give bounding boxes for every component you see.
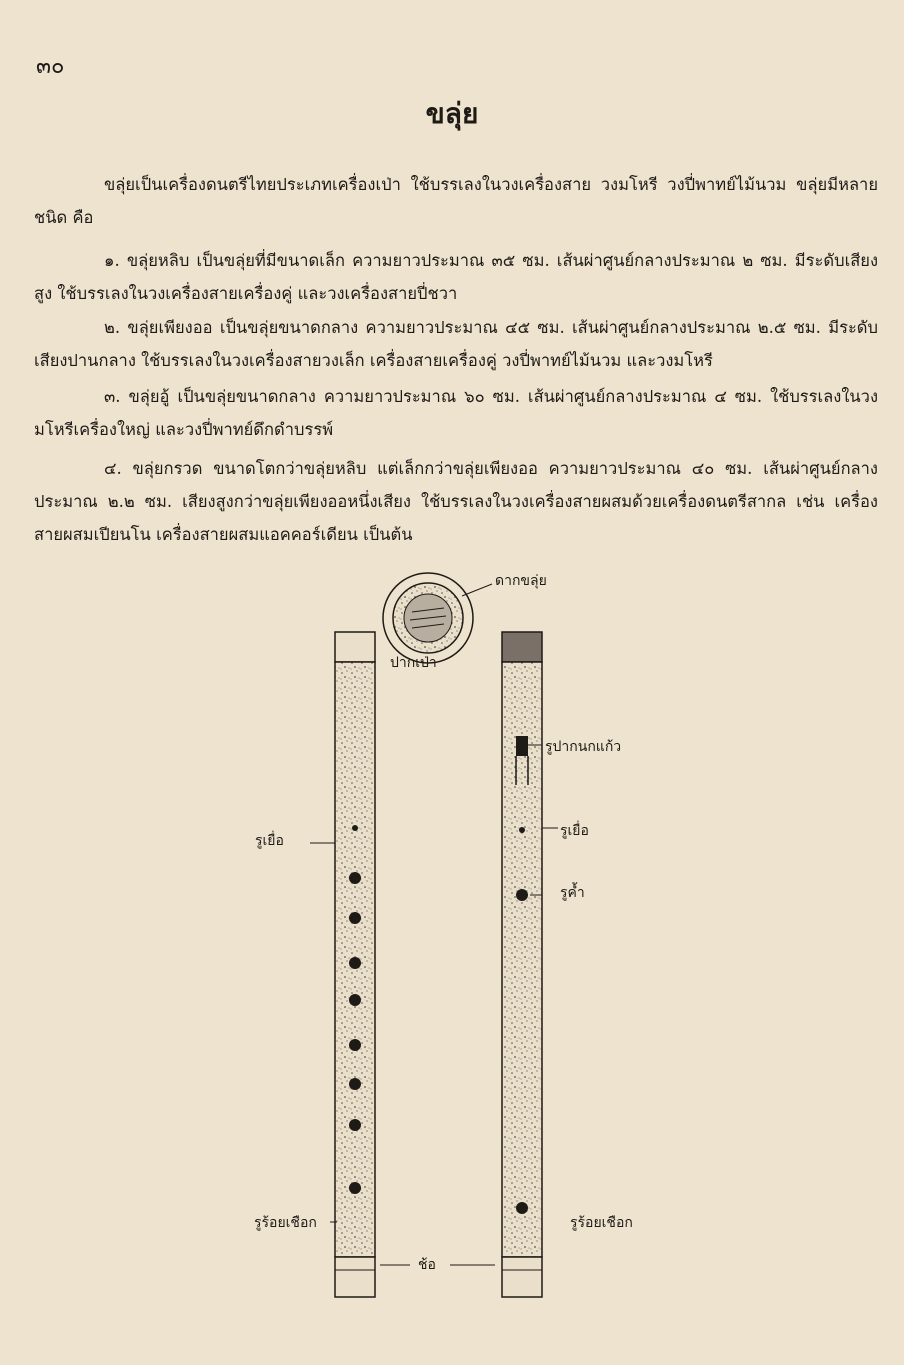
paragraph-khlui-kruat [34, 452, 878, 551]
khlui-diagram [240, 560, 690, 1340]
paragraph-text: ๓. ขลุ่ยอู้ เป็นขลุ่ยขนาดกลาง ความยาวประมาณ ๖๐ ซม. เส้นผ่าศูนย์กลางประมาณ ๔ ซม. ใช้บรรเลงในวงมโหรีเครื่องใหญ่ และวงปี่พาทย์ดึกดำบรรพ์ [34, 387, 878, 439]
intro-paragraph [34, 168, 878, 234]
khlui-front-view [502, 632, 558, 1297]
label-ru-roi-chueak-left: รูร้อยเชือก [254, 1215, 317, 1231]
label-dak-khlui: ดากขลุ่ย [495, 573, 547, 589]
paragraph-khlui-phiang-o [34, 311, 878, 377]
label-ru-kham: รูค้ำ [560, 885, 585, 901]
label-ru-pak-nok-kaeo: รูปากนกแก้ว [545, 739, 622, 755]
khlui-back-view [310, 632, 375, 1297]
label-ru-yua-right: รูเยื่อ [560, 823, 589, 839]
paragraph-khlui-u [34, 380, 878, 446]
label-ru-yua-left: รูเยื่อ [255, 833, 284, 849]
page-number: ๓๐ [36, 54, 65, 79]
label-pak-pao: ปากเป่า [390, 655, 437, 671]
paragraph-text: ๔. ขลุ่ยกรวด ขนาดโตกว่าขลุ่ยหลิบ แต่เล็กกว่าขลุ่ยเพียงออ ความยาวประมาณ ๔๐ ซม. เส้นผ่าศูนย์กลางประมาณ ๒.๒ ซม. เสียงสูงกว่าขลุ่ยเพียงออหนึ่งเสียง ใช้บรรเลงในวงเครื่องสายผสมด้วยเครื่องดนตรีสากล เช่น เครื่องสายผสมเปียนโน เครื่องสายผสมแอคคอร์เดียน เป็นต้น [34, 459, 878, 544]
paragraph-text: ๒. ขลุ่ยเพียงออ เป็นขลุ่ยขนาดกลาง ความยาวประมาณ ๔๕ ซม. เส้นผ่าศูนย์กลางประมาณ ๒.๕ ซม. มีระดับเสียงปานกลาง ใช้บรรเลงในวงเครื่องสายวงเล็ก เครื่องสายเครื่องคู่ วงปี่พาทย์ไม้นวม และวงมโหรี [34, 318, 878, 370]
label-chan: ช้อ [418, 1257, 436, 1273]
paragraph-text: ๑. ขลุ่ยหลิบ เป็นขลุ่ยที่มีขนาดเล็ก ความยาวประมาณ ๓๕ ซม. เส้นผ่าศูนย์กลางประมาณ ๒ ซม. มีระดับเสียงสูง ใช้บรรเลงในวงเครื่องสายเครื่องคู่ และวงเครื่องสายปี่ชวา [34, 251, 878, 303]
label-ru-roi-chueak-right: รูร้อยเชือก [570, 1215, 633, 1231]
end-view-circle [383, 573, 492, 663]
page-title: ขลุ่ย [425, 97, 479, 130]
paragraph-khlui-lib [34, 244, 878, 310]
paragraph-text: ขลุ่ยเป็นเครื่องดนตรีไทยประเภทเครื่องเป่า ใช้บรรเลงในวงเครื่องสาย วงมโหรี วงปี่พาทย์ไม้นวม ขลุ่ยมีหลายชนิด คือ [34, 175, 878, 227]
